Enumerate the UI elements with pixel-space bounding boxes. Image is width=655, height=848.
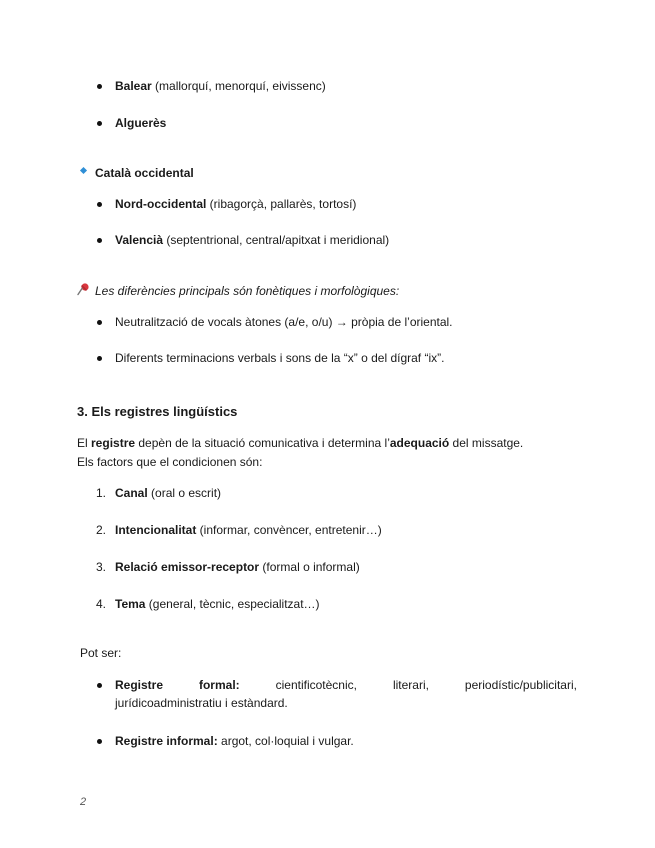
list-item-registre-informal: Registre informal: argot, col·loquial i vulgar. <box>115 734 354 748</box>
pushpin-icon <box>76 282 90 296</box>
factor-item-4: 4. Tema (general, tècnic, especialitzat…) <box>96 597 320 611</box>
pot-ser-text: Pot ser: <box>80 646 122 660</box>
list-item-nord-occidental: Nord-occidental (ribagorçà, pallarès, tortosí) <box>115 197 357 211</box>
factor-item-1: 1. Canal (oral o escrit) <box>96 486 222 500</box>
page-number: 2 <box>80 796 87 808</box>
intro-paragraph-line1: El registre depèn de la situació comunicativa i determina l’adequació del missatge. <box>77 436 524 450</box>
subheading-catala-occidental: Català occidental <box>95 166 194 180</box>
factor-item-2: 2. Intencionalitat (informar, convèncer, entretenir…) <box>96 523 382 537</box>
blue-diamond-icon <box>80 167 87 174</box>
section-heading: 3. Els registres lingüístics <box>77 404 238 419</box>
note-text: Les diferències principals són fonètiques i morfològiques: <box>95 284 400 298</box>
list-item-alguer: Alguerès <box>115 116 167 130</box>
note-item-2: Diferents terminacions verbals i sons de la “x” o del dígraf “ix”. <box>115 351 445 365</box>
intro-paragraph-line2: Els factors que el condicionen són: <box>77 455 263 469</box>
list-item-registre-formal: Registre formal: cientificotècnic, literari, periodístic/publicitari, jurídicoadministratiu i estàndard. <box>115 678 577 710</box>
note-item-1: Neutralització de vocals àtones (a/e, o/u) → pròpia de l’oriental. <box>115 315 453 329</box>
list-item-balear: Balear (mallorquí, menorquí, eivissenc) <box>115 79 326 93</box>
list-item-valencia: Valencià (septentrional, central/apitxat i meridional) <box>115 233 390 247</box>
factor-item-3: 3. Relació emissor-receptor (formal o informal) <box>96 560 360 574</box>
